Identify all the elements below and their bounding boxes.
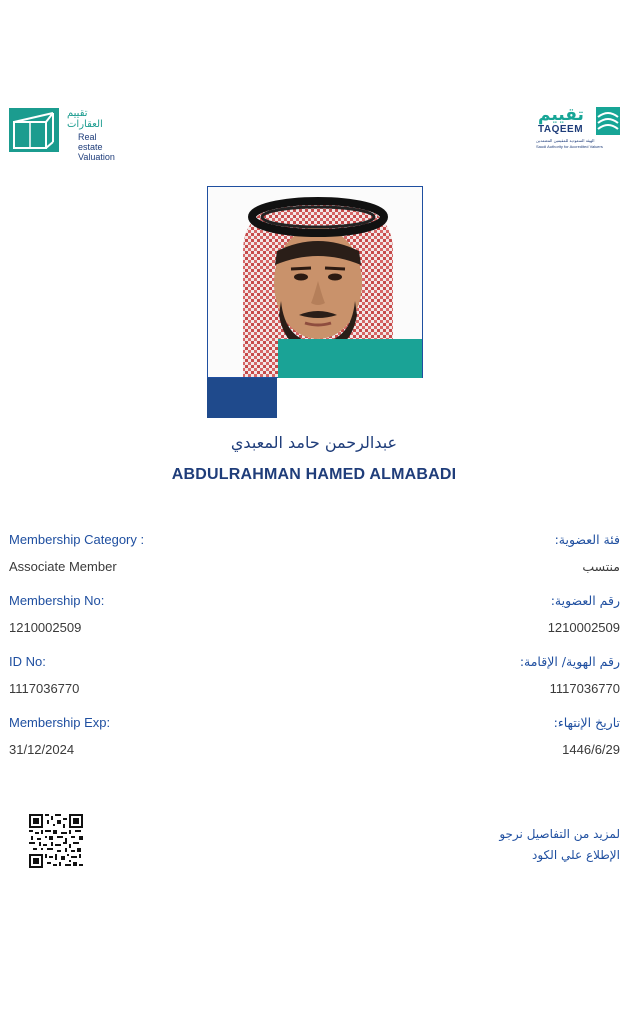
building-frame-icon bbox=[9, 108, 59, 152]
membership-no-label-en: Membership No: bbox=[9, 593, 105, 608]
member-name-english: ABDULRAHMAN HAMED ALMABADI bbox=[171, 466, 457, 483]
member-name-arabic: عبدالرحمن حامد المعبدي bbox=[230, 433, 398, 452]
membership-category-label-ar: فئة العضوية: bbox=[554, 532, 620, 547]
qr-code-icon[interactable] bbox=[29, 814, 83, 868]
id-no-label-en: ID No: bbox=[9, 654, 46, 669]
real-estate-valuation-logo bbox=[9, 108, 121, 162]
taqeem-logo-subtitle-en: Saudi Authority for Accredited Valuers bbox=[536, 144, 603, 149]
logo-left-english-line1: Real estate bbox=[78, 132, 103, 152]
membership-exp-value-ar: 1446/6/29 bbox=[562, 742, 620, 757]
membership-exp-label-ar: تاريخ الإنتهاء: bbox=[553, 715, 620, 730]
membership-category-value-ar: منتسب bbox=[582, 559, 620, 574]
qr-note-line2: الإطلاع علي الكود bbox=[532, 848, 620, 862]
taqeem-logo-subtitle-ar: الهيئة السعودية للمقيمين المعتمدين bbox=[536, 138, 595, 143]
membership-category-label-en: Membership Category : bbox=[9, 532, 145, 547]
qr-note-line1: لمزيد من التفاصيل نرجو bbox=[499, 827, 620, 841]
logo-left-arabic-line1: تقييم bbox=[67, 108, 88, 119]
logo-left-arabic-line2: العقارات bbox=[67, 119, 103, 130]
id-no-label-ar: رقم الهوية/ الإقامة: bbox=[519, 654, 620, 669]
taqeem-logo bbox=[536, 106, 622, 154]
logo-left-english bbox=[78, 132, 121, 162]
taqeem-logo-arabic: تقييم bbox=[538, 105, 584, 125]
membership-exp-value-en: 31/12/2024 bbox=[9, 742, 75, 757]
taqeem-logo-english: TAQEEM bbox=[538, 124, 584, 135]
membership-no-value-en: 1210002509 bbox=[9, 620, 82, 635]
membership-no-label-ar: رقم العضوية: bbox=[550, 593, 620, 608]
navy-accent-block bbox=[207, 378, 277, 418]
id-no-value-ar: 1117036770 bbox=[549, 681, 620, 696]
qr-note bbox=[400, 824, 620, 866]
teal-accent-block bbox=[278, 339, 422, 378]
taqeem-mark-icon bbox=[596, 107, 620, 135]
membership-exp-label-en: Membership Exp: bbox=[9, 715, 111, 730]
logo-left-arabic bbox=[67, 108, 121, 130]
membership-category-value-en: Associate Member bbox=[9, 559, 117, 574]
membership-no-value-ar: 1210002509 bbox=[547, 620, 620, 635]
id-no-value-en: 1117036770 bbox=[9, 681, 80, 696]
logo-left-english-line2: Valuation bbox=[78, 152, 115, 162]
